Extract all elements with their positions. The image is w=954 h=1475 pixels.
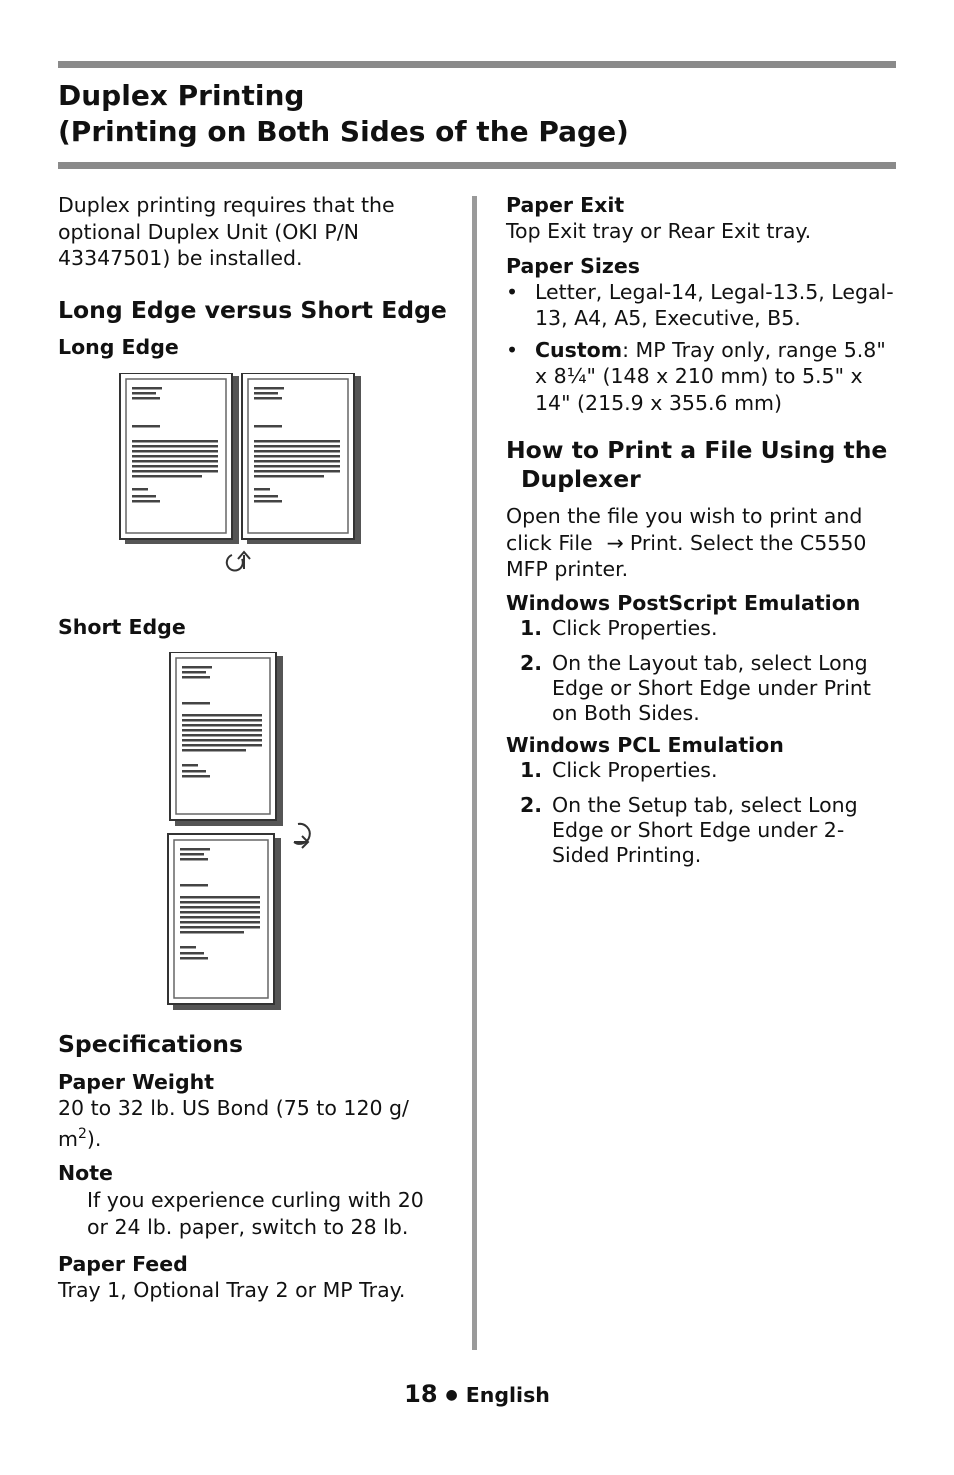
paper-feed-text: Tray 1, Optional Tray 2 or MP Tray. [58,1278,406,1303]
edge-heading: Long Edge versus Short Edge [58,295,447,324]
page-number: 18 [404,1380,438,1408]
open-file-instructions [506,503,898,583]
note-label: Note [58,1161,113,1186]
short-edge-label: Short Edge [58,614,186,639]
open-file-text-end: Print. Select the C5550 MFP printer. [506,530,867,581]
list-item [506,793,898,868]
step-number: 2. [520,792,543,817]
step-number: 1. [520,757,543,782]
short-edge-page-top [170,652,283,826]
sizes-item-standard: Letter, Legal-14, Legal-13.5, Legal-13, A4, A5, Executive, B5. [535,279,894,330]
step-number: 2. [520,650,543,675]
sizes-item-custom-label: Custom [535,337,623,362]
paper-weight-end: ). [86,1126,102,1151]
step-number: 1. [520,615,543,640]
how-to-print-heading-line1: How to Print a File Using the [506,436,888,464]
list-item [506,758,898,783]
long-edge-label: Long Edge [58,334,179,359]
long-edge-page-left [120,373,239,544]
postscript-heading: Windows PostScript Emulation [506,590,861,615]
step-text: Click Properties. [552,615,718,640]
paper-exit-label: Paper Exit [506,193,625,217]
paper-sizes-label: Paper Sizes [506,253,640,278]
intro-paragraph: Duplex printing requires that the optional Duplex Unit (OKI P/N 43347501) be installed. [58,193,395,270]
menu-arrow-icon: → [606,530,624,555]
specifications-heading: Specifications [58,1029,244,1058]
note-text: If you experience curling with 20 or 24 lb. paper, switch to 28 lb. [87,1188,424,1239]
pcl-steps [506,758,898,868]
list-item [506,616,898,641]
paper-sizes-list [506,279,898,417]
paper-weight-label: Paper Weight [58,1069,215,1094]
step-text: Click Properties. [552,757,718,782]
top-rule [58,61,896,68]
paper-feed-label: Paper Feed [58,1252,188,1277]
open-file-text: Open the file you wish to print and click File [506,504,863,555]
list-item [506,337,898,417]
right-column [506,192,898,868]
paper-weight-superscript: 2 [77,1126,87,1142]
paper-weight-text [58,1095,448,1153]
short-edge-page-bottom [168,834,281,1010]
pcl-heading: Windows PCL Emulation [506,732,784,757]
bullet: • [506,279,519,304]
page-title-line2: (Printing on Both Sides of the Page) [58,115,629,148]
short-edge-diagram [58,652,448,1012]
list-item [506,279,898,332]
footer-separator-icon: ● [445,1387,458,1403]
page-footer [0,1380,954,1409]
paper-weight-value: 20 to 32 lb. US Bond (75 to 120 g/ m [58,1095,409,1151]
postscript-steps [506,616,898,726]
short-edge-flip-arrow-icon [294,823,310,847]
how-to-print-heading-line2: Duplexer [521,465,641,493]
step-text: On the Setup tab, select Long Edge or Short Edge under 2-Sided Printing. [552,792,858,867]
left-column [58,192,448,1304]
footer-language: English [465,1383,550,1407]
title-rule [58,162,896,169]
long-edge-flip-arrow-icon [227,552,250,570]
page-title [58,78,629,150]
column-divider [472,196,477,1350]
bullet: • [506,337,519,362]
paper-exit-text: Top Exit tray or Rear Exit tray. [506,219,812,243]
how-to-print-heading [506,436,898,494]
sizes-item-custom-text: : MP Tray only, range 5.8" x 8¼" (148 x 210 mm) to 5.5" x 14" (215.9 x 355.6 mm) [535,337,886,415]
page-title-line1: Duplex Printing [58,79,305,112]
long-edge-diagram [58,373,448,627]
list-item [506,651,898,726]
long-edge-page-right [242,373,361,544]
step-text: On the Layout tab, select Long Edge or Short Edge under Print on Both Sides. [552,650,871,725]
